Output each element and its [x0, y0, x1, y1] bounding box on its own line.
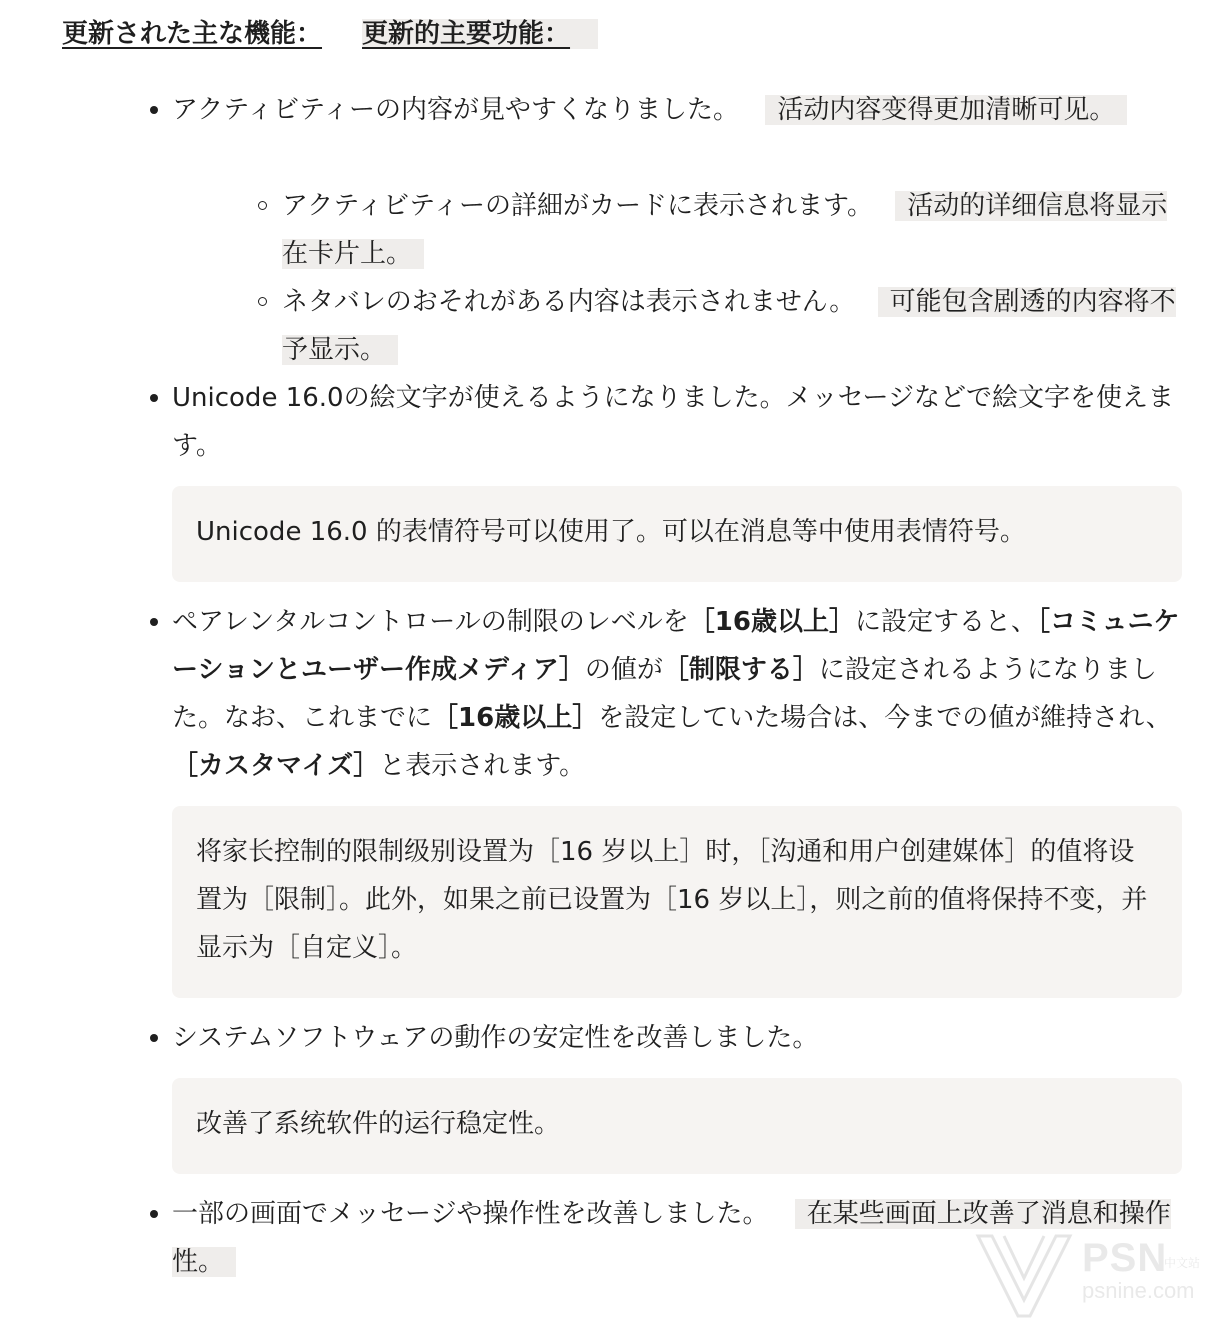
- setting-name: ［16歳以上］: [688, 607, 855, 637]
- item-japanese-part: の値が: [584, 655, 663, 685]
- translation-block: [172, 486, 1182, 582]
- psnine-watermark: [970, 1226, 1220, 1322]
- item-japanese: システムソフトウェアの動作の安定性を改善しました。: [172, 1023, 819, 1053]
- setting-name: ［カスタマイズ］: [172, 751, 380, 781]
- sub-bullet-icon: [258, 297, 267, 306]
- item-japanese-part: ペアレンタルコントロールの制限のレベルを: [172, 607, 689, 637]
- sub-item-chinese-translation: 活动的详细信息将显示在卡片上。: [282, 191, 1168, 269]
- setting-name: ［制限する］: [662, 655, 819, 685]
- list-item: [172, 1014, 1182, 1062]
- translation-text: 改善了系统软件的运行稳定性。: [196, 1109, 561, 1139]
- bullet-icon: [150, 1034, 158, 1042]
- sub-bullet-icon: [258, 201, 267, 210]
- item-japanese: 一部の画面でメッセージや操作性を改善しました。: [172, 1199, 769, 1229]
- setting-name: ［コミュニケーションとユーザー作成メディア］: [172, 607, 1180, 685]
- item-japanese: アクティビティーの内容が見やすくなりました。: [172, 95, 740, 125]
- watermark-cn: 中文站: [1164, 1256, 1201, 1270]
- item-japanese-part: に設定すると、: [854, 607, 1037, 637]
- bullet-icon: [150, 106, 158, 114]
- sub-item-japanese: ネタバレのおそれがある内容は表示されません。: [282, 287, 856, 317]
- item-chinese-translation: 活动内容变得更加清晰可见。: [765, 95, 1127, 125]
- item-japanese-part: に設定されるようになりました。なお、これまでに: [172, 655, 1157, 733]
- item-japanese: Unicode 16.0の絵文字が使えるようになりました。メッセージなどで絵文字を使えます。: [172, 383, 1175, 461]
- sub-list-item: [282, 278, 1188, 374]
- list-item: [172, 598, 1182, 790]
- item-japanese-part: を設定していた場合は、今までの値が維持され、: [598, 703, 1172, 733]
- bullet-icon: [150, 618, 158, 626]
- sub-list-item: [282, 182, 1188, 278]
- list-item: [172, 374, 1182, 470]
- translation-block: [172, 806, 1182, 998]
- translation-block: [172, 1078, 1182, 1174]
- bullet-icon: [150, 1210, 158, 1218]
- item-japanese-part: と表示されます。: [379, 751, 586, 781]
- bullet-icon: [150, 394, 158, 402]
- heading-japanese: 更新された主な機能：: [62, 19, 323, 49]
- item-chinese-translation: 在某些画面上改善了消息和操作性。: [172, 1199, 1171, 1277]
- heading-chinese: 更新的主要功能：: [362, 19, 598, 49]
- setting-name: ［16歳以上］: [432, 703, 599, 733]
- list-item: [172, 86, 1182, 134]
- sub-item-chinese-translation: 可能包含剧透的内容将不予显示。: [282, 287, 1176, 365]
- section-heading: [62, 14, 598, 54]
- psnine-logo-icon: [970, 1226, 1080, 1322]
- translation-text: Unicode 16.0 的表情符号可以使用了。可以在消息等中使用表情符号。: [196, 517, 1026, 547]
- translation-text: 将家长控制的限制级别设置为［16 岁以上］时，［沟通和用户创建媒体］的值将设置为［限制］。此外，如果之前已设置为［16 岁以上］，则之前的值将保持不变，并显示为［自定义］。: [196, 837, 1148, 963]
- watermark-brand: PSN: [1082, 1236, 1168, 1280]
- watermark-site: psnine.com: [1082, 1278, 1195, 1303]
- sub-item-japanese: アクティビティーの詳細がカードに表示されます。: [282, 191, 873, 221]
